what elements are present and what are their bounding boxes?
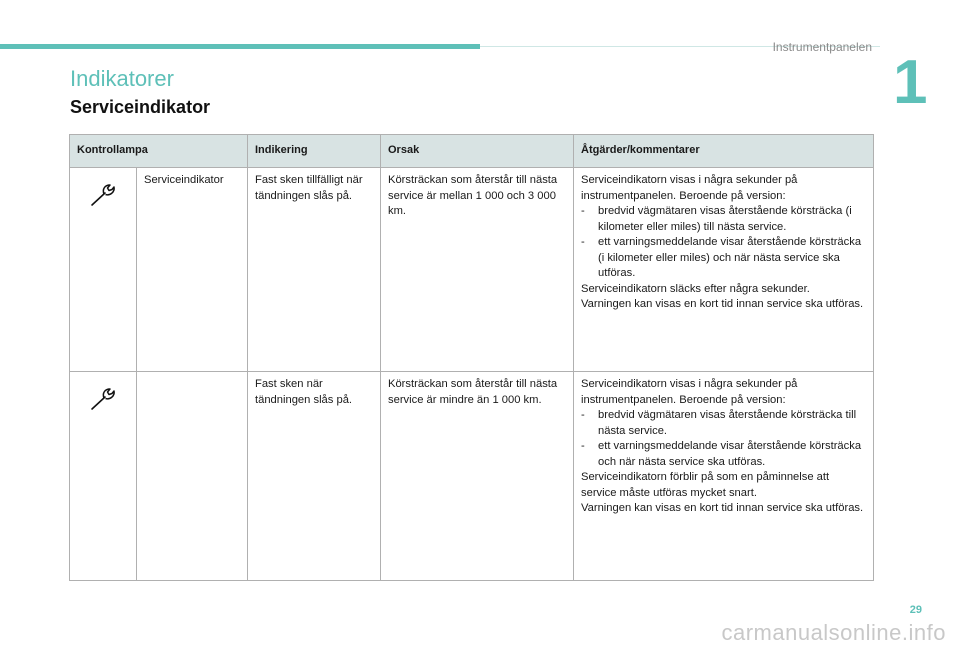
chapter-title: Instrumentpanelen [772, 40, 872, 54]
actions-list [581, 408, 866, 470]
table-row [70, 372, 874, 581]
actions-outro: Serviceindikatorn förblir på som en påminnelse att service måste utföras mycket snart. [581, 471, 830, 499]
actions-cell [574, 168, 874, 372]
watermark: carmanualsonline.info [721, 620, 946, 645]
list-item: - ett varningsmeddelande visar återstående körsträcka och när nästa service ska utföras. [581, 439, 866, 470]
wrench-icon [88, 405, 118, 417]
header-orsak: Orsak [381, 135, 574, 168]
header-accent-bar [0, 44, 480, 49]
lamp-name [137, 372, 248, 581]
table-row [70, 168, 874, 372]
icon-cell [70, 168, 137, 372]
header-atgarder: Åtgärder/kommentarer [574, 135, 874, 168]
header-kontrollampa: Kontrollampa [70, 135, 248, 168]
indication: Fast sken tillfälligt när tändningen slås på. [248, 168, 381, 372]
service-indicator-table [69, 134, 874, 581]
actions-note: Varningen kan visas en kort tid innan service ska utföras. [581, 502, 864, 514]
section-title: Indikatorer [70, 66, 174, 91]
actions-outro: Serviceindikatorn släcks efter några sekunder. [581, 282, 810, 295]
list-item: - bredvid vägmätaren visas återstående körsträcka (i kilometer eller miles) till nästa service. [581, 204, 866, 235]
list-item: - bredvid vägmätaren visas återstående körsträcka till nästa service. [581, 408, 866, 439]
indication: Fast sken när tändningen slås på. [248, 372, 381, 581]
chapter-number: 1 [893, 48, 928, 117]
cause: Körsträckan som återstår till nästa service är mellan 1 000 och 3 000 km. [381, 168, 574, 372]
actions-cell [574, 372, 874, 581]
lamp-name: Serviceindikator [137, 168, 248, 372]
actions-intro: Serviceindikatorn visas i några sekunder på instrumentpanelen. Beroende på version: [581, 378, 798, 406]
header-indikering: Indikering [248, 135, 381, 168]
icon-cell [70, 372, 137, 581]
sub-title: Serviceindikator [70, 97, 211, 117]
actions-list [581, 204, 866, 282]
page-number: 29 [909, 604, 922, 616]
cause: Körsträckan som återstår till nästa service är mindre än 1 000 km. [381, 372, 574, 581]
list-item: - ett varningsmeddelande visar återstående körsträcka (i kilometer eller miles) och när nästa service ska utföras. [581, 235, 866, 282]
wrench-icon [88, 201, 118, 213]
actions-note: Varningen kan visas en kort tid innan service ska utföras. [581, 298, 864, 310]
actions-intro: Serviceindikatorn visas i några sekunder på instrumentpanelen. Beroende på version: [581, 174, 798, 202]
table-header-row [70, 135, 874, 168]
